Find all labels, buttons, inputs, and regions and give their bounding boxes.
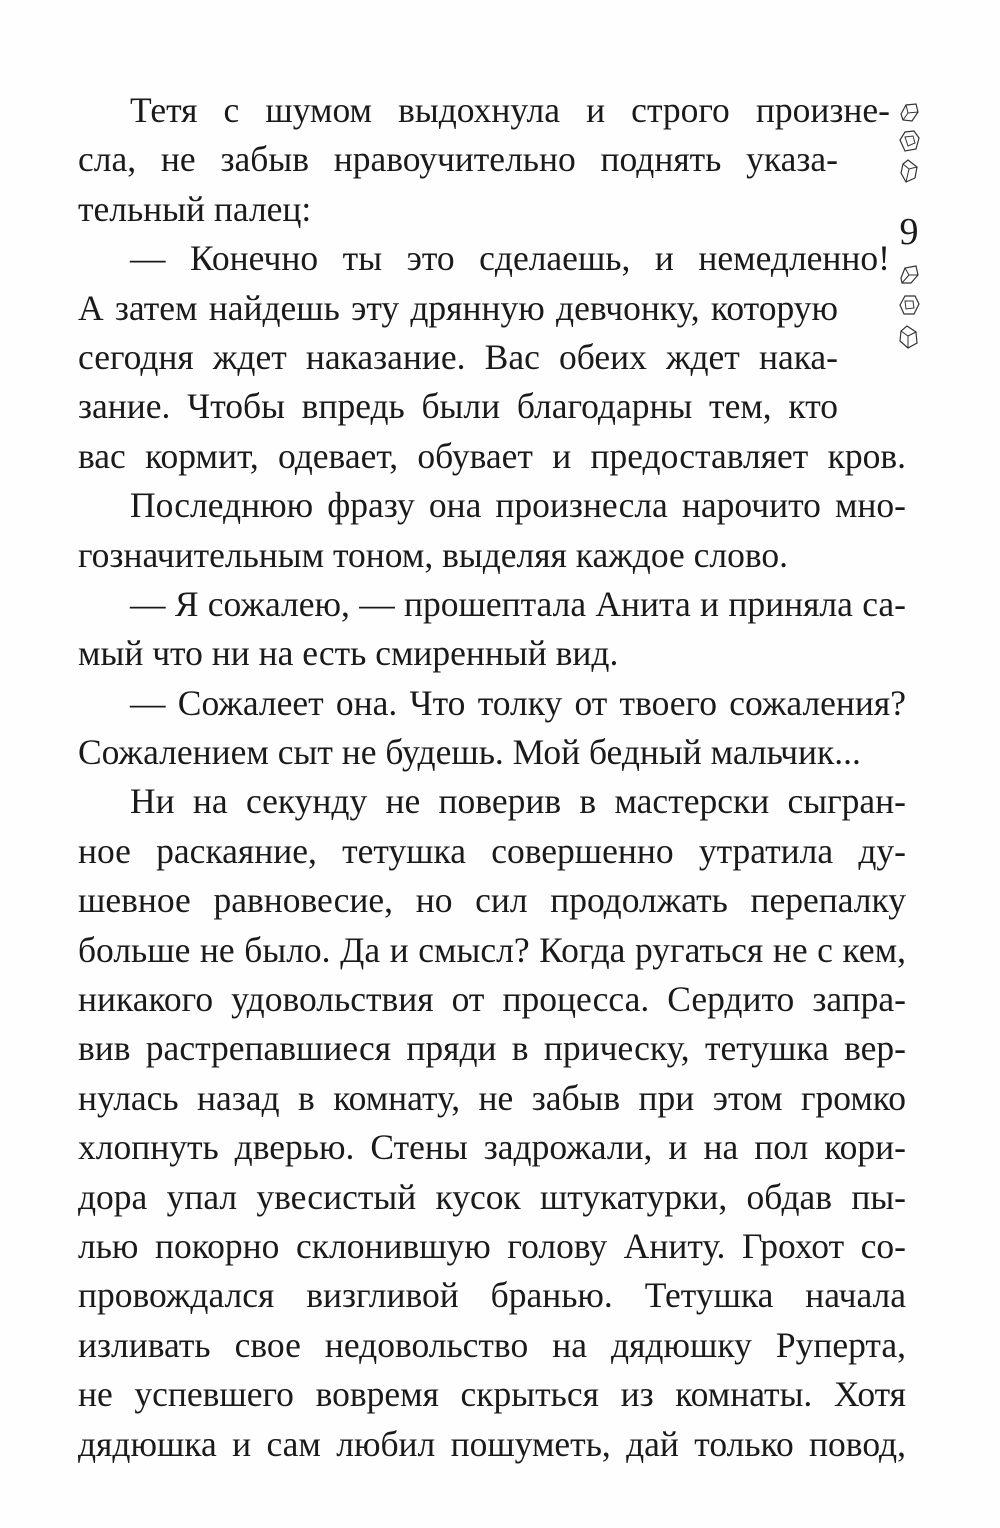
text-line: — Я сожалею, — прошептала Анита и приняла са- [130,583,906,624]
crystal-icon [896,158,922,184]
text-line: провождался визгливой бранью. Тетушка начала [78,1275,906,1316]
crystal-icon [896,262,922,288]
text-line: никакого удовольствия от процесса. Сердито запра- [78,979,906,1020]
text-line: сла, не забыв нравоучительно поднять указа- [78,139,838,180]
text-line: Последнюю фразу она произнесла нарочито мно- [130,485,906,526]
text-line: сегодня ждет наказание. Вас обеих ждет нака- [78,336,838,377]
text-line: дора упал увесистый кусок штукатурки, обдав пы- [78,1176,906,1217]
crystal-icon [896,128,922,154]
crystal-icon [896,292,922,318]
text-line: мый что ни на есть смиренный вид. [78,633,619,674]
text-line: вас кормит, одевает, обувает и предоставляет кров. [78,435,906,476]
text-line: вив растрепавшиеся пряди в прическу, тетушка вер- [78,1028,906,1069]
text-line: изливать свое недовольство на дядюшку Руперта, [78,1324,906,1365]
margin-ornament [884,100,934,390]
text-line: гозначительным тоном, выделяя каждое слово. [78,534,788,575]
text-line: шевное равновесие, но сил продолжать перепалку [78,880,906,921]
text-line: лью покорно склонившую голову Аниту. Грохот со- [78,1225,906,1266]
page-number: 9 [899,211,919,253]
text-line: ное раскаяние, тетушка совершенно утратила ду- [78,830,906,871]
text-line: тельный палец: [78,188,312,229]
text-line: — Сожалеет она. Что толку от твоего сожаления? [130,682,906,723]
text-line: зание. Чтобы впредь были благодарны тем, кто [78,386,838,427]
text-line: нулась назад в комнату, не забыв при этом громко [78,1077,906,1118]
text-line: А затем найдешь эту дрянную девчонку, которую [78,287,838,328]
crystal-icon [896,100,922,126]
text-line: Сожалением сыт не будешь. Мой бедный мальчик... [78,732,861,773]
text-line: не успевшего вовремя скрыться из комнаты. Хотя [78,1374,906,1415]
text-line: Тетя с шумом выдохнула и строго произне- [130,90,890,130]
text-line: больше не было. Да и смысл? Когда ругаться не с кем, [78,929,906,970]
body-text [78,86,906,1469]
text-line: Ни на секунду не поверив в мастерски сыгран- [130,781,906,822]
text-line: хлопнуть дверью. Стены задрожали, и на пол кори- [78,1127,906,1168]
text-line: — Конечно ты это сделаешь, и немедленно! [130,238,890,279]
crystal-icon [896,324,922,350]
text-line: дядюшка и сам любил пошуметь, дай только повод, [78,1423,906,1464]
